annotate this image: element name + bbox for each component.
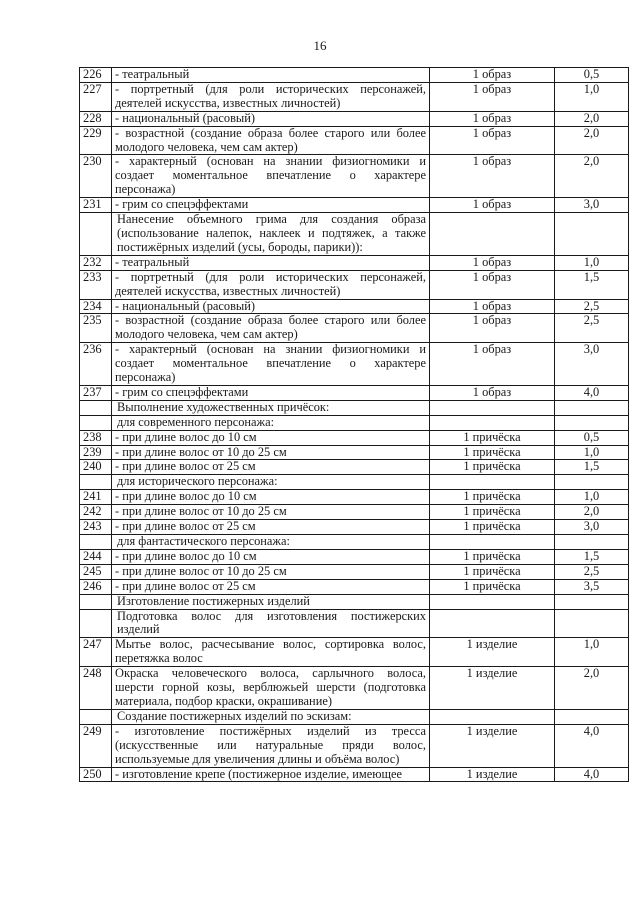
row-number: 235 [80, 314, 112, 343]
row-description: - при длине волос от 25 см [112, 460, 430, 475]
row-number [80, 609, 112, 638]
row-unit: 1 образ [430, 314, 555, 343]
row-unit: 1 образ [430, 126, 555, 155]
table-row [80, 445, 629, 460]
row-number: 229 [80, 126, 112, 155]
row-value: 1,0 [555, 638, 629, 667]
row-number: 247 [80, 638, 112, 667]
row-number: 237 [80, 385, 112, 400]
row-unit: 1 образ [430, 385, 555, 400]
row-number: 226 [80, 68, 112, 83]
row-description: для фантастического персонажа: [112, 535, 430, 550]
row-description: - грим со спецэффектами [112, 385, 430, 400]
row-description: для современного персонажа: [112, 415, 430, 430]
table-row [80, 314, 629, 343]
table-row [80, 111, 629, 126]
row-description: - при длине волос до 10 см [112, 549, 430, 564]
row-description: - характерный (основан на знании физиогномики и создает моментальное впечатление о характере персонажа) [112, 155, 430, 198]
row-number: 231 [80, 198, 112, 213]
row-number: 246 [80, 579, 112, 594]
row-unit: 1 причёска [430, 430, 555, 445]
row-number [80, 535, 112, 550]
row-unit [430, 594, 555, 609]
row-value: 2,0 [555, 126, 629, 155]
row-description: - национальный (расовый) [112, 111, 430, 126]
row-number: 245 [80, 564, 112, 579]
row-value [555, 475, 629, 490]
row-number: 227 [80, 82, 112, 111]
row-description: - портретный (для роли исторических персонажей, деятелей искусства, известных личностей) [112, 270, 430, 299]
row-description: - национальный (расовый) [112, 299, 430, 314]
table-row [80, 155, 629, 198]
row-unit [430, 535, 555, 550]
row-value: 2,5 [555, 314, 629, 343]
row-unit: 1 причёска [430, 460, 555, 475]
row-value: 1,0 [555, 490, 629, 505]
row-value [555, 213, 629, 256]
row-number [80, 400, 112, 415]
row-value: 4,0 [555, 767, 629, 782]
row-number: 248 [80, 667, 112, 710]
row-unit [430, 415, 555, 430]
row-number: 230 [80, 155, 112, 198]
row-number [80, 415, 112, 430]
row-number: 242 [80, 505, 112, 520]
row-number: 232 [80, 255, 112, 270]
page-number: 16 [313, 38, 327, 53]
row-unit: 1 причёска [430, 564, 555, 579]
row-unit: 1 причёска [430, 445, 555, 460]
row-unit: 1 изделие [430, 667, 555, 710]
row-description: - изготовление постижёрных изделий из тресса (искусственные или натуральные пряди волос, используемые для увеличения длины и объёма волос) [112, 724, 430, 767]
row-unit: 1 образ [430, 343, 555, 386]
section-row [80, 400, 629, 415]
table-row [80, 579, 629, 594]
row-unit: 1 изделие [430, 724, 555, 767]
row-unit [430, 213, 555, 256]
row-value: 4,0 [555, 385, 629, 400]
row-value: 2,0 [555, 667, 629, 710]
table-row [80, 385, 629, 400]
row-description: Окраска человеческого волоса, сарлычного волоса, шерсти горной козы, верблюжьей шерсти (подготовка материала, подбор краски, окрашивание) [112, 667, 430, 710]
row-unit: 1 образ [430, 299, 555, 314]
section-row [80, 415, 629, 430]
row-value: 3,5 [555, 579, 629, 594]
row-value: 0,5 [555, 68, 629, 83]
row-description: - при длине волос от 10 до 25 см [112, 564, 430, 579]
row-unit: 1 образ [430, 68, 555, 83]
table-row [80, 549, 629, 564]
table-row [80, 490, 629, 505]
row-description: Нанесение объемного грима для создания образа (использование налепок, наклеек и подтяжек, а также постижёрных изделий (усы, бороды, парики)): [112, 213, 430, 256]
row-value: 2,5 [555, 564, 629, 579]
table-row [80, 564, 629, 579]
row-unit [430, 609, 555, 638]
row-value: 3,0 [555, 520, 629, 535]
row-value [555, 400, 629, 415]
section-row [80, 535, 629, 550]
table-row [80, 505, 629, 520]
row-description: Создание постижерных изделий по эскизам: [112, 709, 430, 724]
row-unit: 1 образ [430, 82, 555, 111]
row-number: 236 [80, 343, 112, 386]
row-unit [430, 475, 555, 490]
row-value: 0,5 [555, 430, 629, 445]
row-description: - возрастной (создание образа более старого или более молодого человека, чем сам актер) [112, 126, 430, 155]
row-value: 3,0 [555, 343, 629, 386]
table-row [80, 198, 629, 213]
row-number: 250 [80, 767, 112, 782]
row-description: - при длине волос от 10 до 25 см [112, 505, 430, 520]
row-value: 2,0 [555, 155, 629, 198]
row-value: 4,0 [555, 724, 629, 767]
row-number [80, 594, 112, 609]
table-row [80, 126, 629, 155]
section-row [80, 475, 629, 490]
table-row [80, 724, 629, 767]
section-row [80, 213, 629, 256]
row-number [80, 709, 112, 724]
row-unit: 1 изделие [430, 638, 555, 667]
row-unit: 1 образ [430, 270, 555, 299]
row-description: - при длине волос от 25 см [112, 579, 430, 594]
row-number: 241 [80, 490, 112, 505]
row-value: 2,0 [555, 505, 629, 520]
row-value: 1,0 [555, 255, 629, 270]
row-unit: 1 образ [430, 155, 555, 198]
row-description: - при длине волос до 10 см [112, 430, 430, 445]
table-row [80, 667, 629, 710]
row-unit: 1 причёска [430, 549, 555, 564]
row-number: 228 [80, 111, 112, 126]
row-description: - театральный [112, 255, 430, 270]
table-row [80, 460, 629, 475]
row-value: 2,5 [555, 299, 629, 314]
row-value: 1,5 [555, 460, 629, 475]
row-description: - при длине волос от 10 до 25 см [112, 445, 430, 460]
row-value: 1,5 [555, 549, 629, 564]
row-value [555, 594, 629, 609]
row-number: 238 [80, 430, 112, 445]
row-unit: 1 причёска [430, 520, 555, 535]
row-value: 3,0 [555, 198, 629, 213]
row-description: - портретный (для роли исторических персонажей, деятелей искусства, известных личностей) [112, 82, 430, 111]
table-row [80, 343, 629, 386]
row-unit: 1 образ [430, 111, 555, 126]
row-number: 233 [80, 270, 112, 299]
row-description: Подготовка волос для изготовления постижерских изделий [112, 609, 430, 638]
table-row [80, 68, 629, 83]
row-number: 239 [80, 445, 112, 460]
row-description: Изготовление постижерных изделий [112, 594, 430, 609]
row-value: 1,5 [555, 270, 629, 299]
row-value: 1,0 [555, 82, 629, 111]
row-description: - возрастной (создание образа более старого или более молодого человека, чем сам актер) [112, 314, 430, 343]
row-description: - при длине волос от 25 см [112, 520, 430, 535]
row-number [80, 213, 112, 256]
row-number [80, 475, 112, 490]
section-row [80, 609, 629, 638]
section-row [80, 594, 629, 609]
row-unit: 1 причёска [430, 579, 555, 594]
row-description: - при длине волос до 10 см [112, 490, 430, 505]
row-unit: 1 причёска [430, 505, 555, 520]
row-unit: 1 изделие [430, 767, 555, 782]
row-unit [430, 709, 555, 724]
row-unit [430, 400, 555, 415]
row-description: Мытье волос, расчесывание волос, сортировка волос, перетяжка волос [112, 638, 430, 667]
row-unit: 1 причёска [430, 490, 555, 505]
row-value: 1,0 [555, 445, 629, 460]
row-value [555, 535, 629, 550]
row-description: - грим со спецэффектами [112, 198, 430, 213]
table-row [80, 638, 629, 667]
tariff-table [79, 67, 629, 782]
row-number: 234 [80, 299, 112, 314]
row-description: - изготовление крепе (постижерное изделие, имеющее [112, 767, 430, 782]
table-row [80, 430, 629, 445]
row-value [555, 709, 629, 724]
table-row [80, 767, 629, 782]
row-unit: 1 образ [430, 198, 555, 213]
table-row [80, 270, 629, 299]
row-value: 2,0 [555, 111, 629, 126]
row-number: 243 [80, 520, 112, 535]
table-row [80, 299, 629, 314]
table-row [80, 255, 629, 270]
row-description: - характерный (основан на знании физиогномики и создает моментальное впечатление о характере персонажа) [112, 343, 430, 386]
section-row [80, 709, 629, 724]
row-number: 249 [80, 724, 112, 767]
row-value [555, 609, 629, 638]
row-number: 244 [80, 549, 112, 564]
table-row [80, 520, 629, 535]
row-unit: 1 образ [430, 255, 555, 270]
row-description: - театральный [112, 68, 430, 83]
table-row [80, 82, 629, 111]
row-description: для исторического персонажа: [112, 475, 430, 490]
row-description: Выполнение художественных причёсок: [112, 400, 430, 415]
row-value [555, 415, 629, 430]
row-number: 240 [80, 460, 112, 475]
